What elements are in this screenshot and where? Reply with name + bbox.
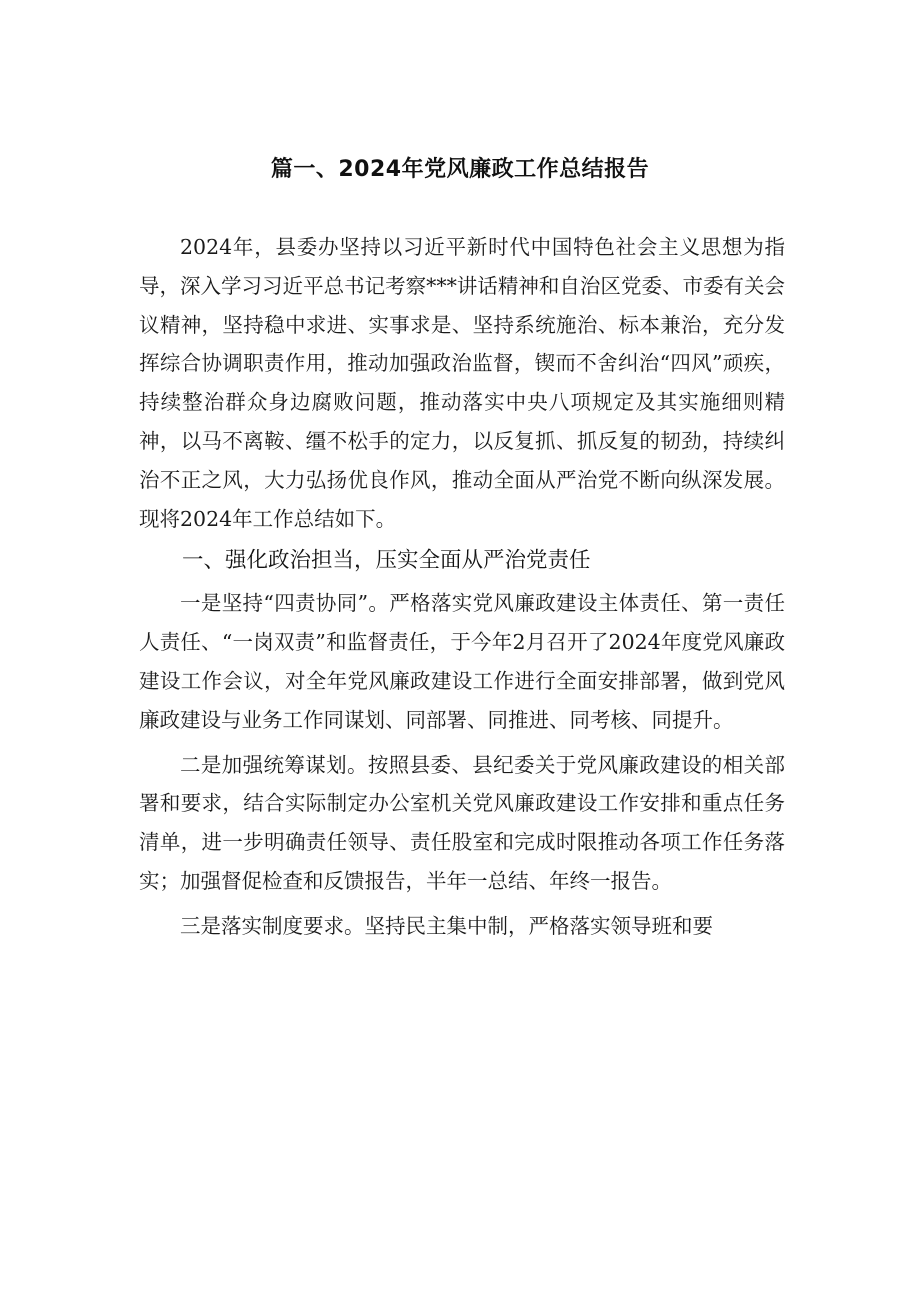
intro-paragraph: 2024年，县委办坚持以习近平新时代中国特色社会主义思想为指导，深入学习习近平总书记考察***讲话精神和自治区党委、市委有关会议精神，坚持稳中求进、实事求是、坚持系统施治、标本兼治，充分发挥综合协调职责作用，推动加强政治监督，锲而不舍纠治“四风”顽疾，持续整治群众身边腐败问题，推动落实中央八项规定及其实施细则精神，以马不离鞍、缰不松手的定力，以反复抓、抓反复的韧劲，持续纠治不正之风，大力弘扬优良作风，推动全面从严治党不断向纵深发展。现将2024年工作总结如下。 — [139, 235, 785, 531]
document-title: 篇一、2024年党风廉政工作总结报告 — [270, 157, 650, 182]
section-paragraph-2: 二是加强统筹谋划。按照县委、县纪委关于党风廉政建设的相关部署和要求，结合实际制定办公室机关党风廉政建设工作安排和重点任务清单，进一步明确责任领导、责任股室和完成时限推动各项工作任务落实；加强督促检查和反馈报告，半年一总结、年终一报告。 — [139, 752, 785, 893]
section-heading: 一、强化政治担当，压实全面从严治党责任 — [182, 548, 591, 574]
section-paragraph-3: 三是落实制度要求。坚持民主集中制，严格落实领导班和要 — [180, 913, 713, 938]
document-body — [139, 228, 785, 946]
section-paragraph-1: 一是坚持“四责协同”。严格落实党风廉政建设主体责任、第一责任人责任、“一岗双责”和监督责任，于今年2月召开了2024年度党风廉政建设工作会议，对全年党风廉政建设工作进行全面安排部署，做到党风廉政建设与业务工作同谋划、同部署、同推进、同考核、同提升。 — [139, 591, 785, 732]
